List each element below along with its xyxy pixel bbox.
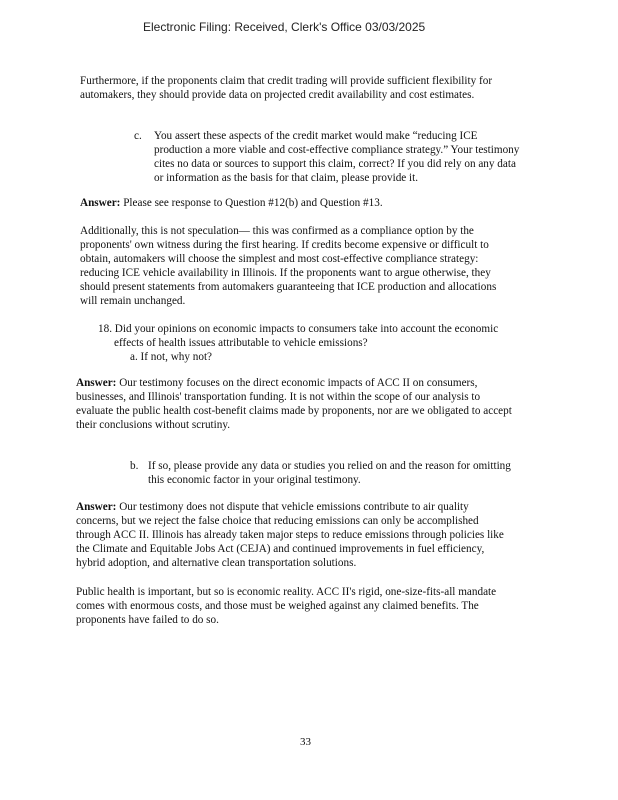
public-health-paragraph [76,585,496,627]
text-line: evaluate the public health cost-benefit claims made by proponents, nor are we obligated to accept [76,405,512,417]
text-line: Public health is important, but so is economic reality. ACC II's rigid, one-size-fits-all mandate [76,586,497,598]
answer-label: Answer: [76,377,117,389]
text-line: hybrid adoption, and alternative clean transportation solutions. [76,557,357,569]
text-line: automakers, they should provide data on projected credit availability and cost estimates. [80,89,475,101]
text-line: cites no data or sources to support this claim, correct? If you did rely on any data [154,158,516,170]
text-line: Furthermore, if the proponents claim that credit trading will provide sufficient flexibility for [80,75,493,87]
text-line: 18. Did your opinions on economic impacts to consumers take into account the economic [98,323,499,335]
text-line: effects of health issues attributable to vehicle emissions? [114,337,368,349]
question-c [154,129,519,185]
text-line: proponents have failed to do so. [76,614,219,626]
answer-18b [76,500,504,570]
answer-label: Answer: [76,501,117,513]
text-line: should present statements from automakers guaranteeing that ICE production and allocations [80,281,497,293]
additional-paragraph [80,224,496,308]
text-line: reducing ICE vehicle availability in Illinois. If the proponents want to argue otherwise, they [80,267,491,279]
question-18b-label: b. [130,460,139,472]
intro-paragraph [80,74,492,102]
filing-stamp: Electronic Filing: Received, Clerk's Office 03/03/2025 [143,20,426,34]
answer-text: Please see response to Question #12(b) and Question #13. [120,197,383,209]
text-line: businesses, and Illinois' transportation funding. It is not within the scope of our analysis to [76,391,481,403]
page-number: 33 [300,736,311,748]
answer-18a [76,376,512,432]
question-18a: a. If not, why not? [130,351,213,363]
text-line: Our testimony does not dispute that vehicle emissions contribute to air quality [116,501,469,513]
text-line: this economic factor in your original testimony. [148,474,361,486]
text-line: through ACC II. Illinois has already taken major steps to reduce emissions through policies like [76,529,504,541]
text-line: comes with enormous costs, and those must be weighed against any claimed benefits. The [76,600,479,612]
text-line: obtain, automakers will choose the simplest and most cost-effective compliance strategy: [80,253,479,265]
text-line: concerns, but we reject the false choice that reducing emissions can only be accomplished [76,515,479,527]
answer-label: Answer: [80,197,121,209]
text-line: the Climate and Equitable Jobs Act (CEJA) and continued improvements in fuel efficiency, [76,543,485,555]
question-c-label: c. [134,130,142,142]
question-18b [148,459,511,487]
text-line: or information as the basis for that claim, please provide it. [154,172,419,184]
text-line: their conclusions without scrutiny. [76,419,231,431]
question-18 [98,322,498,364]
text-line: will remain unchanged. [80,295,186,307]
text-line: proponents' own witness during the first hearing. If credits become expensive or difficult to [80,239,489,251]
text-line: Additionally, this is not speculation— this was confirmed as a compliance option by the [80,225,474,237]
text-line: You assert these aspects of the credit market would make “reducing ICE [154,130,478,142]
text-line: Our testimony focuses on the direct economic impacts of ACC II on consumers, [116,377,478,389]
text-line: If so, please provide any data or studies you relied on and the reason for omitting [148,460,511,472]
answer-c [80,196,383,210]
text-line: production a more viable and cost-effective compliance strategy.” Your testimony [154,144,520,156]
